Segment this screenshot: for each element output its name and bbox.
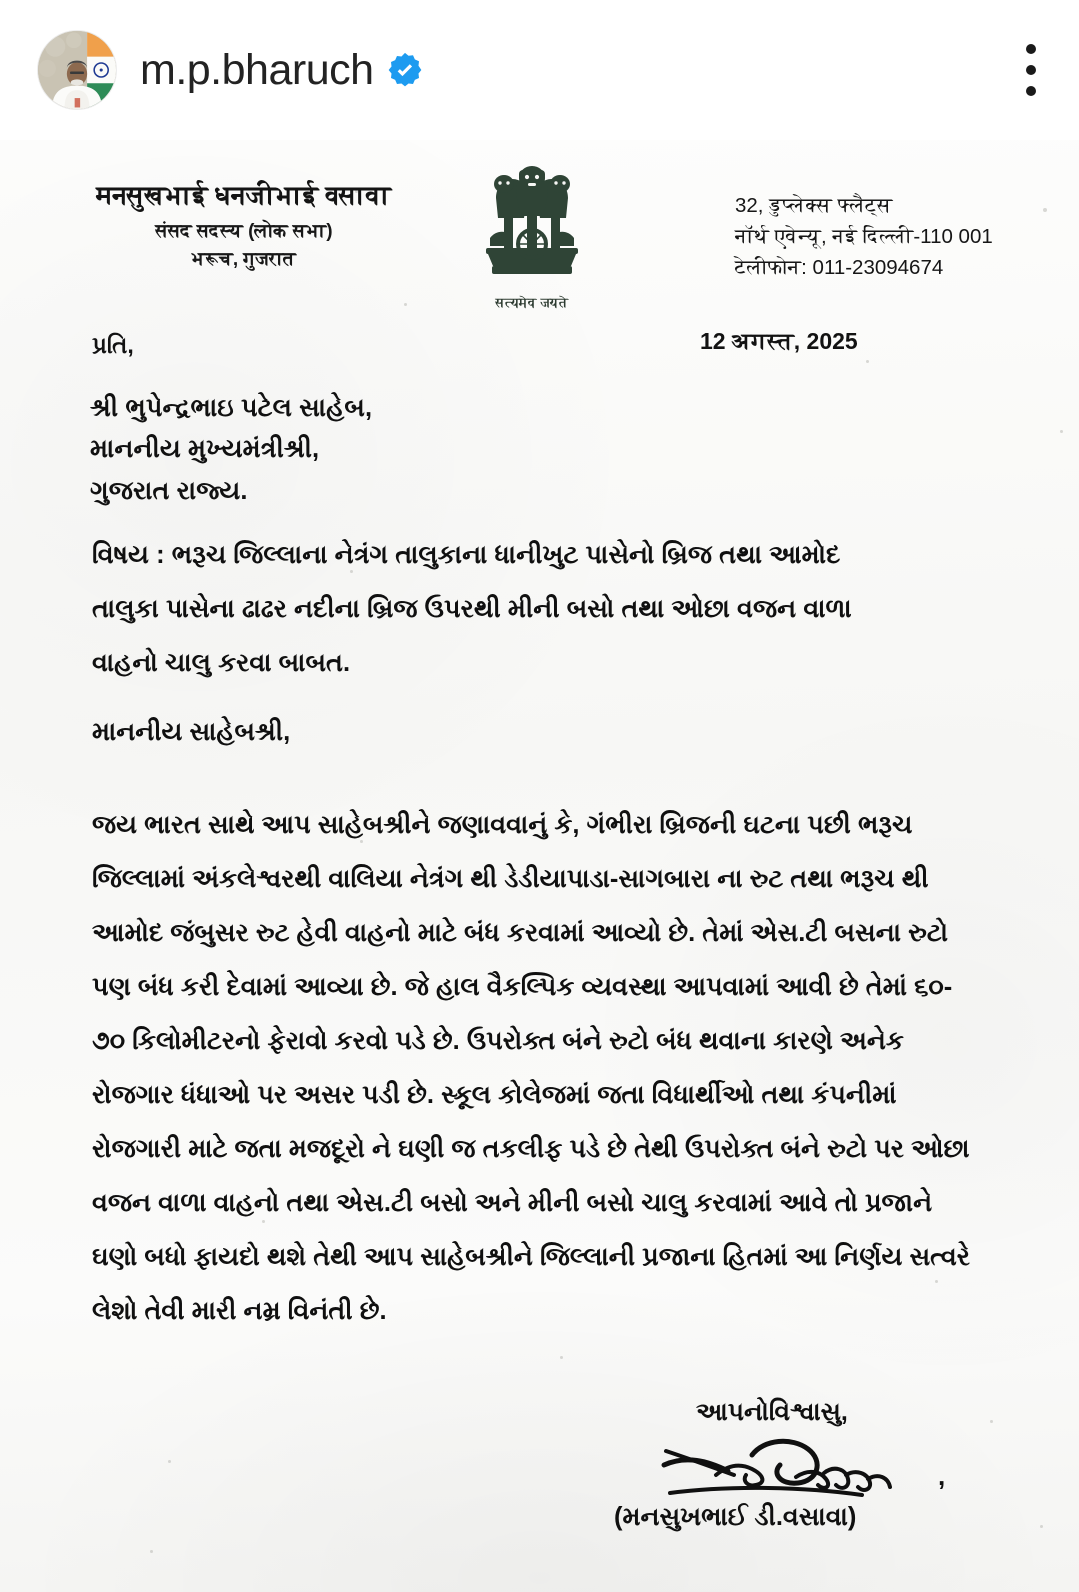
- mp-constituency: भरूच, गुजरात: [192, 248, 296, 270]
- state-emblem-of-india-icon: [478, 162, 586, 294]
- body-line: જય ભારત સાથે આપ સાહેબશ્રીને જણાવવાનું કે, ગંભીરા બ્રિજની ઘટના પછી ભરૂચ: [92, 811, 913, 839]
- body-line: લેશો તેવી મારી નમ્ર વિનંતી છે.: [92, 1297, 387, 1326]
- emblem-motto: सत्यमेव जयते: [495, 295, 569, 310]
- letter-date: 12 अगस्त, 2025: [700, 328, 858, 354]
- body-line: પણ બંધ કરી દેવામાં આવ્યા છે. જે હાલ વૈકલ્પિક વ્યવસ્થા આપવામાં આવી છે તેમાં ૬૦-: [92, 973, 953, 1002]
- username-block[interactable]: [140, 45, 1009, 94]
- subject-line: તાલુકા પાસેના ઢાઢર નદીના બ્રિજ ઉપરથી મીની બસો તથા ઓછા વજન વાળા: [92, 595, 852, 624]
- signature-area: [656, 1425, 1030, 1501]
- recipient-line: માનનીય મુખ્યમંત્રીશ્રી,: [90, 435, 320, 464]
- body-line: ઘણો બધો ફાયદો થશે તેથી આપ સાહેબશ્રીને જિલ્લાની પ્રજાના હિતમાં આ નિર્ણય સત્વરે: [92, 1243, 970, 1272]
- signature-comma: ,: [938, 1461, 946, 1491]
- body-line: વજન વાળા વાહનો તથા એસ.ટી બસો અને મીની બસો ચાલુ કરવામાં આવે તો પ્રજાને: [92, 1189, 933, 1218]
- scan-speck: [1060, 430, 1063, 433]
- recipient-line: શ્રી ભુપેન્દ્રભાઇ પટેલ સાહેબ,: [90, 394, 373, 422]
- mp-designation: संसद सदस्य (लोक सभा): [155, 220, 333, 242]
- body-line: રોજગારી માટે જતા મજદૂરો ને ઘણી જ તકલીફ પડે છે તેથી ઉપરોક્ત બંને રુટો પર ઓછા: [92, 1135, 970, 1164]
- menu-dot: [1026, 86, 1036, 96]
- three-dots-menu-button[interactable]: [1009, 34, 1053, 106]
- scan-speck: [866, 360, 869, 363]
- body-line: જિલ્લામાં અંકલેશ્વરથી વાલિયા નેત્રંગ થી ડેડીયાપાડા-સાગબારા ના રુટ તથા ભરૂચ થી: [92, 865, 929, 894]
- letterhead-address-block: [735, 190, 1065, 283]
- mp-name: मनसुखभाई धनजीभाई वसावा: [96, 180, 392, 210]
- letter-body: [92, 798, 982, 1338]
- body-line: રોજગાર ધંધાઓ પર અસર પડી છે. સ્કૂલ કોલેજમાં જતા વિધાર્થીઓ તથા કંપનીમાં: [92, 1081, 897, 1110]
- menu-dot: [1026, 44, 1036, 54]
- scanned-letter-image[interactable]: [0, 140, 1079, 1592]
- recipient-line: ગુજરાત રાજ્ય.: [90, 476, 248, 505]
- subject-line: વિષય : ભરૂચ જિલ્લાના નેત્રંગ તાલુકાના ધાનીખુટ પાસેનો બ્રિજ તથા આમોદ: [92, 541, 841, 569]
- address-line-1: 32, डुप्लेक्स फ्लैट्स: [735, 194, 893, 217]
- letterhead: [0, 162, 1079, 337]
- address-line-3: टेलीफोन: 011-23094674: [735, 256, 944, 280]
- emblem-block: [462, 162, 602, 309]
- signatory-name: (મનસુખભાઈ ડી.વસાવા): [614, 1503, 857, 1531]
- letterhead-left-block: [34, 180, 454, 271]
- handwritten-signature-icon: [656, 1425, 976, 1501]
- recipient-block: [90, 388, 690, 512]
- post-header: [0, 0, 1079, 140]
- scan-speck: [1040, 1525, 1043, 1528]
- avatar-photo-icon: [38, 31, 116, 109]
- verified-badge-icon: [387, 52, 423, 88]
- avatar[interactable]: [38, 31, 116, 109]
- subject-line: વાહનો ચાલુ કરવા બાબત.: [92, 649, 351, 678]
- signature-block: [600, 1398, 1030, 1533]
- scan-speck: [168, 1460, 171, 1463]
- body-line: આમોદ જંબુસર રુટ હેવી વાહનો માટે બંધ કરવામાં આવ્યો છે. તેમાં એસ.ટી બસના રુટો: [92, 919, 949, 948]
- scan-speck: [150, 1550, 153, 1553]
- to-label: પ્રતિ,: [92, 332, 134, 358]
- address-line-2: नॉर्थ एवेन्यू, नई दिल्ली-110 001: [735, 225, 993, 249]
- subject-block: [92, 528, 972, 690]
- closing-salutation: આપનોવિશ્વાસુ,: [696, 1398, 848, 1426]
- menu-dot: [1026, 65, 1036, 75]
- body-line: ૭૦ કિલોમીટરનો ફેરાવો કરવો પડે છે. ઉપરોક્ત બંને રુટો બંધ થવાના કારણે અનેક: [92, 1027, 904, 1056]
- salutation: માનનીય સાહેબશ્રી,: [92, 718, 291, 746]
- scan-speck: [560, 1356, 563, 1359]
- username[interactable]: m.p.bharuch: [140, 45, 374, 94]
